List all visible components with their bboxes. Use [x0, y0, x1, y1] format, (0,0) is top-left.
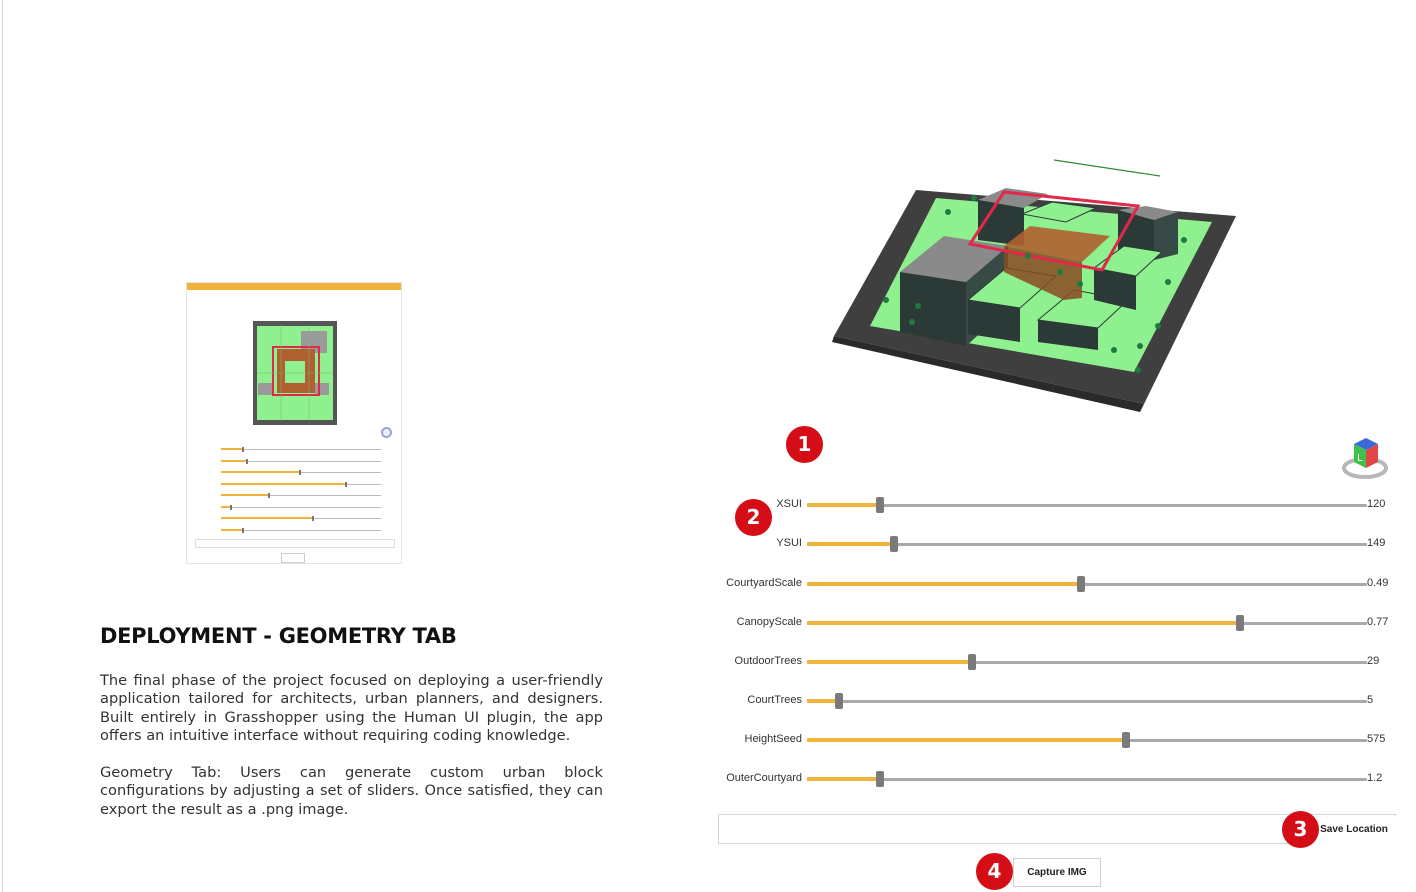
thumbnail-slider-handle: [242, 447, 244, 452]
slider-handle[interactable]: [876, 771, 884, 787]
slider-handle[interactable]: [968, 654, 976, 670]
thumbnail-slider-track: [221, 507, 381, 508]
slider-value: 575: [1367, 733, 1386, 745]
page-edge-rule: [2, 0, 3, 892]
slider-handle[interactable]: [876, 497, 884, 513]
slider-fill: [807, 777, 880, 781]
slider-fill: [807, 542, 894, 546]
slider-label: OuterCourtyard: [726, 772, 802, 784]
thumbnail-slider: [197, 459, 393, 465]
thumbnail-capture-button: [281, 553, 305, 563]
callout-badge-1: 1: [786, 426, 823, 463]
slider-handle[interactable]: [1236, 615, 1244, 631]
slider-label: OutdoorTrees: [734, 655, 802, 667]
view-navigation-cube-icon[interactable]: [1340, 434, 1390, 484]
slider-label: HeightSeed: [744, 733, 802, 745]
thumbnail-slider: [197, 447, 393, 453]
thumbnail-top-view: [253, 321, 337, 425]
slider-track[interactable]: [807, 700, 1367, 703]
app-thumbnail: [186, 282, 402, 564]
slider-fill: [807, 621, 1240, 625]
slider-row[interactable]: [700, 573, 1400, 595]
slider-label: CourtyardScale: [726, 577, 802, 589]
thumbnail-slider-fill: [221, 517, 312, 519]
capture-img-button[interactable]: Capture IMG: [1013, 858, 1101, 887]
slider-label: CourtTrees: [747, 694, 802, 706]
slider-fill: [807, 582, 1081, 586]
thumbnail-slider-fill: [221, 460, 246, 462]
description-paragraph: The final phase of the project focused on deploying a user-friendly application tailored for architects, urban planners, and designers. Built entirely in Grasshopper using the Human UI plugin, the app offers an intuitive interface without requiring coding knowledge.: [100, 672, 603, 744]
callout-badge-2: 2: [735, 499, 772, 536]
slider-track[interactable]: [807, 504, 1367, 507]
section-heading: DEPLOYMENT - GEOMETRY TAB: [100, 624, 457, 648]
slider-track[interactable]: [807, 778, 1367, 781]
thumbnail-slider: [197, 470, 393, 476]
thumbnail-slider-handle: [345, 482, 347, 487]
thumbnail-slider-handle: [312, 516, 314, 521]
slider-value: 1.2: [1367, 772, 1383, 784]
slider-value: 149: [1367, 537, 1386, 549]
slider-fill: [807, 660, 972, 664]
thumbnail-slider-handle: [242, 528, 244, 533]
thumbnail-slider-handle: [230, 505, 232, 510]
thumbnail-slider-handle: [299, 470, 301, 475]
thumbnail-titlebar: [187, 283, 401, 290]
thumbnail-slider-track: [221, 530, 381, 531]
slider-row[interactable]: [700, 494, 1400, 516]
thumbnail-path-field: [195, 539, 395, 548]
slider-label: YSUI: [776, 537, 802, 549]
slider-fill: [807, 503, 880, 507]
slider-label: XSUI: [776, 498, 802, 510]
slider-row[interactable]: [700, 729, 1400, 751]
callout-badge-4: 4: [976, 853, 1013, 890]
thumbnail-slider-track: [221, 449, 381, 450]
slider-row[interactable]: [700, 612, 1400, 634]
thumbnail-slider-fill: [221, 494, 268, 496]
urban-block-3d-view[interactable]: [828, 150, 1248, 412]
slider-value: 29: [1367, 655, 1380, 667]
thumbnail-slider-handle: [246, 459, 248, 464]
slider-value: 5: [1367, 694, 1374, 706]
slider-handle[interactable]: [1122, 732, 1130, 748]
slider-handle[interactable]: [1077, 576, 1085, 592]
thumbnail-slider-fill: [221, 529, 242, 531]
slider-row[interactable]: [700, 768, 1400, 790]
slider-value: 120: [1367, 498, 1386, 510]
svg-text:L: L: [1357, 453, 1363, 464]
slider-row[interactable]: [700, 651, 1400, 673]
thumbnail-slider-fill: [221, 471, 299, 473]
slider-handle[interactable]: [890, 536, 898, 552]
thumbnail-slider: [197, 505, 393, 511]
thumbnail-slider-handle: [268, 493, 270, 498]
slider-fill: [807, 738, 1126, 742]
thumbnail-slider: [197, 482, 393, 488]
thumbnail-slider-fill: [221, 506, 230, 508]
save-location-button[interactable]: Save Location: [1312, 816, 1396, 844]
thumbnail-navcube-icon: [381, 427, 392, 438]
slider-row[interactable]: [700, 533, 1400, 555]
slider-value: 0.77: [1367, 616, 1389, 628]
thumbnail-slider: [197, 493, 393, 499]
slider-row[interactable]: [700, 690, 1400, 712]
thumbnail-slider: [197, 528, 393, 534]
slider-handle[interactable]: [835, 693, 843, 709]
geometry-tab-paragraph: Geometry Tab: Users can generate custom urban block configurations by adjusting a set of sliders. Once satisfied, they can export the result as a .png image.: [100, 764, 603, 818]
slider-label: CanopyScale: [736, 616, 802, 628]
callout-badge-3: 3: [1282, 811, 1319, 848]
slider-value: 0.49: [1367, 577, 1389, 589]
thumbnail-slider-fill: [221, 483, 345, 485]
thumbnail-slider-fill: [221, 448, 242, 450]
thumbnail-slider: [197, 516, 393, 522]
